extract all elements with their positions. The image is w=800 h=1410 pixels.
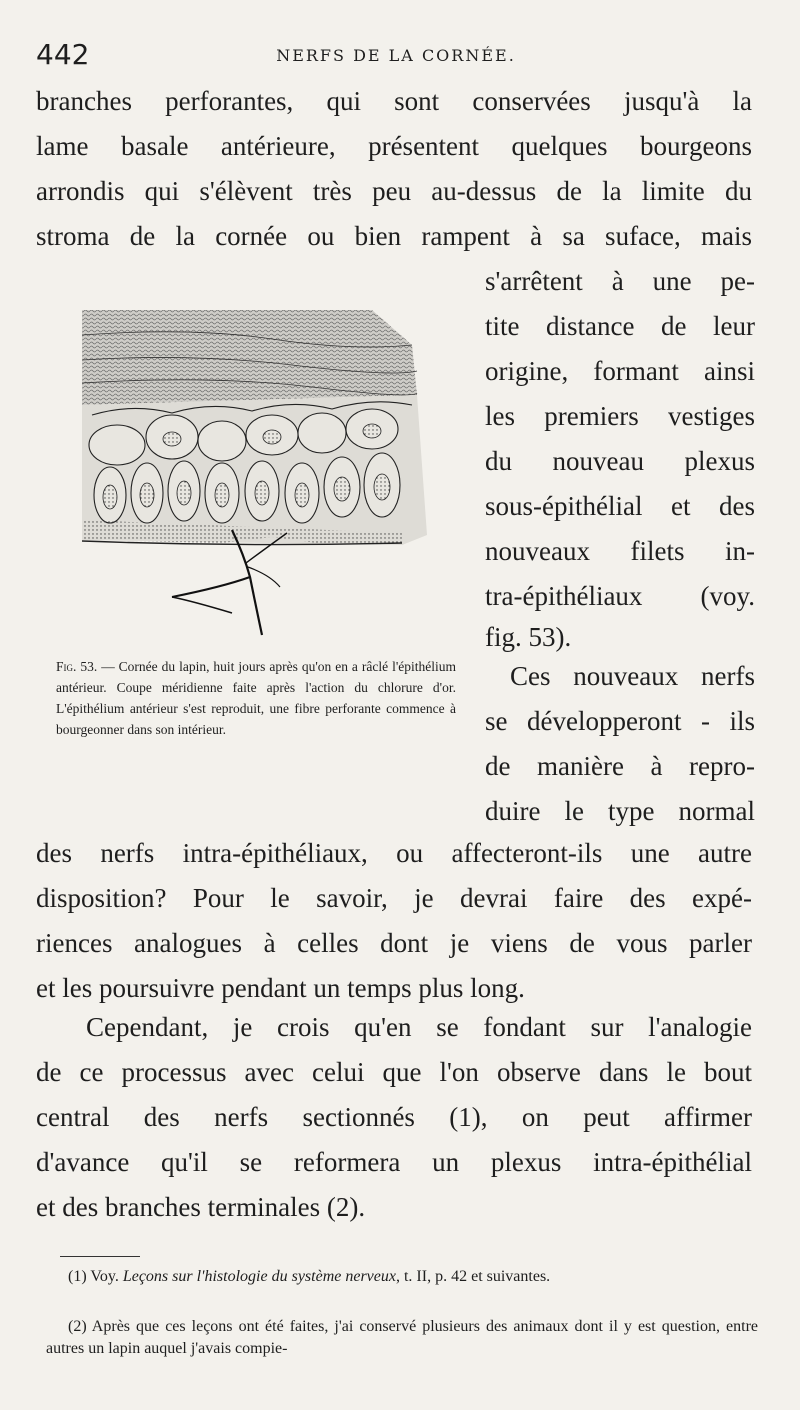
footnote-rule — [60, 1256, 140, 1257]
figure-label: Fig. 53. — [56, 659, 98, 674]
perforating-nerve-fiber — [172, 530, 287, 635]
body-line: de ce processus avec celui que l'on observe dans le bout — [36, 1057, 752, 1087]
footnote-1-prefix: (1) Voy. — [68, 1268, 123, 1285]
body-line: du nouveau plexus — [485, 446, 755, 476]
body-line: origine, formant ainsi — [485, 356, 755, 386]
body-line: les premiers vestiges — [485, 401, 755, 431]
body-line: disposition? Pour le savoir, je devrai faire des expé- — [36, 883, 752, 913]
footnote-1-suffix: , t. II, p. 42 et suivantes. — [395, 1268, 551, 1285]
figure-caption — [56, 656, 456, 740]
body-line: sous-épithélial et des — [485, 491, 755, 521]
stroma-layer — [82, 310, 417, 405]
body-line: riences analogues à celles dont je viens de vous parler — [36, 928, 752, 958]
body-line: lame basale antérieure, présentent quelques bourgeons — [36, 131, 752, 161]
body-line: stroma de la cornée ou bien rampent à sa suface, mais — [36, 221, 752, 251]
body-line: tra-épithéliaux (voy. — [485, 581, 755, 611]
figure-53-illustration — [72, 305, 452, 645]
body-line: fig. 53). — [485, 622, 572, 652]
page-number: 442 — [36, 38, 90, 71]
body-line: nouveaux filets in- — [485, 536, 755, 566]
body-line: branches perforantes, qui sont conservées jusqu'à la — [36, 86, 752, 116]
footnote-2-text: (2) Après que ces leçons ont été faites, j'ai conservé plusieurs des animaux dont il y est question, entre autres un lapin auquel j'avais compie- — [46, 1318, 758, 1357]
figure-caption-text: — Cornée du lapin, huit jours après qu'on en a râclé l'épithélium antérieur. Coupe méridienne faite après l'action du chlorure d'or. L'épithélium antérieur s'est reproduit, une fibre perforante commence à bourgeonner dans son intérieur. — [56, 659, 456, 737]
body-line: central des nerfs sectionnés (1), on peut affirmer — [36, 1102, 752, 1132]
body-line: d'avance qu'il se reformera un plexus intra-épithélial — [36, 1147, 752, 1177]
running-title: NERFS DE LA CORNÉE. — [276, 46, 516, 65]
body-line: Cependant, je crois qu'en se fondant sur l'analogie — [86, 1012, 752, 1042]
footnote-1 — [46, 1266, 758, 1288]
body-line: duire le type normal — [485, 796, 755, 826]
page-header — [36, 38, 756, 72]
body-line: et les poursuivre pendant un temps plus long. — [36, 973, 525, 1003]
footnote-2 — [46, 1316, 758, 1360]
body-line: de manière à repro- — [485, 751, 755, 781]
body-line: tite distance de leur — [485, 311, 755, 341]
body-line: s'arrêtent à une pe- — [485, 266, 755, 296]
body-line: Ces nouveaux nerfs — [510, 661, 755, 691]
body-line: se développeront - ils — [485, 706, 755, 736]
footnote-1-title: Leçons sur l'histologie du système nerveux — [122, 1268, 396, 1285]
body-line: arrondis qui s'élèvent très peu au-dessus de la limite du — [36, 176, 752, 206]
body-line: et des branches terminales (2). — [36, 1192, 366, 1222]
body-line: des nerfs intra-épithéliaux, ou affecteront-ils une autre — [36, 838, 752, 868]
